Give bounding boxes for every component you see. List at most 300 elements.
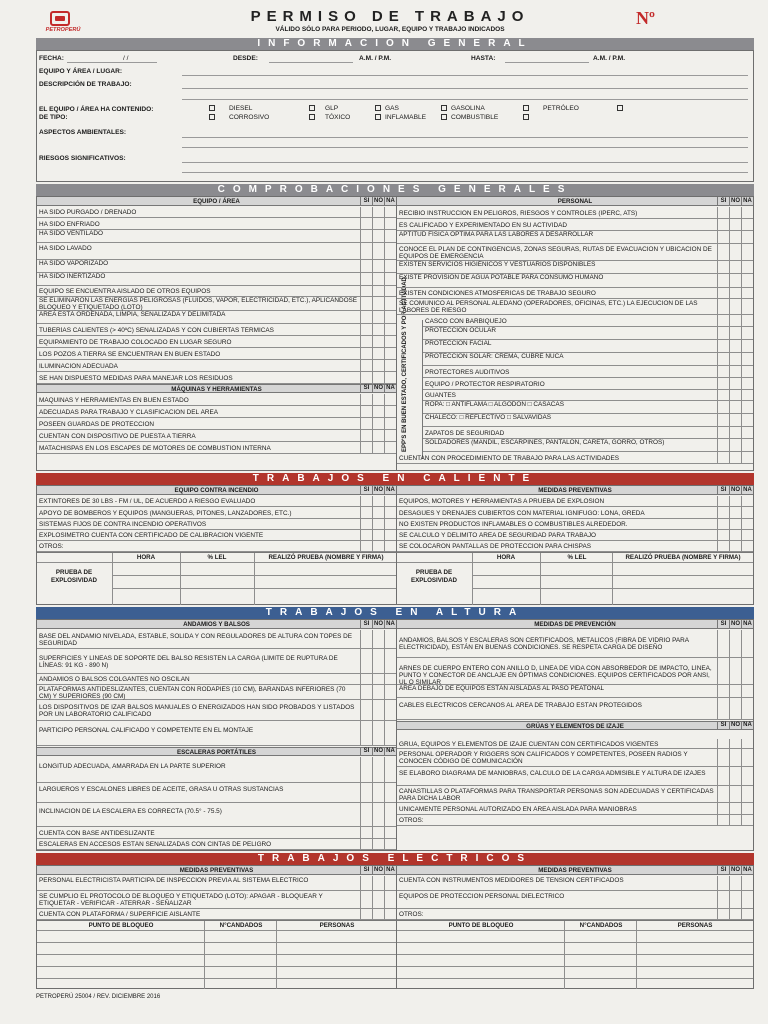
option-glp[interactable]: GLP: [309, 105, 338, 112]
checklist-item-label: PROTECCIÓN FACIAL: [425, 340, 492, 347]
checklist-item-label: HA SIDO LAVADO: [39, 244, 92, 252]
checkbox-no[interactable]: [729, 439, 741, 451]
checkbox-na[interactable]: [384, 757, 396, 782]
equipo-field[interactable]: [182, 75, 748, 76]
checkbox-icon[interactable]: [523, 114, 529, 120]
checkbox-no[interactable]: [729, 815, 741, 825]
option-gas[interactable]: GAS: [375, 105, 399, 112]
checkbox-si[interactable]: [360, 218, 372, 229]
checkbox-no[interactable]: [729, 630, 741, 657]
checkbox-no[interactable]: [372, 273, 384, 285]
checkbox-na[interactable]: [384, 372, 396, 383]
checkbox-no[interactable]: [729, 414, 741, 426]
checkbox-na[interactable]: [741, 288, 753, 298]
checkbox-na[interactable]: [741, 274, 753, 287]
descripcion-field[interactable]: [182, 88, 748, 89]
checklist-row: [37, 630, 396, 649]
na-header: NA: [384, 747, 396, 756]
checkbox-na[interactable]: [384, 336, 396, 347]
checkbox-na[interactable]: [741, 231, 753, 243]
checkbox-na[interactable]: [741, 366, 753, 377]
aspectos-field[interactable]: [182, 137, 748, 138]
checklist-row: [37, 721, 396, 746]
hasta-field[interactable]: [505, 62, 589, 63]
checkbox-si[interactable]: [360, 273, 372, 285]
checkbox-na[interactable]: [384, 348, 396, 359]
na-header: NA: [384, 197, 396, 206]
na-header: NA: [384, 486, 396, 495]
checklist-item-label: EQUIPO SE ENCUENTRA AISLADO DE OTROS EQUIPOS: [39, 288, 211, 295]
checkbox-si[interactable]: [360, 360, 372, 371]
checkbox-si[interactable]: [717, 219, 729, 230]
checkbox-na[interactable]: [384, 430, 396, 441]
checkbox-si[interactable]: [360, 827, 372, 838]
checkbox-no[interactable]: [372, 311, 384, 323]
maquinas-header: MÁQUINAS Y HERRAMIENTAS: [37, 384, 396, 393]
checkbox-na[interactable]: [384, 649, 396, 673]
checkbox-no[interactable]: [729, 219, 741, 230]
checkbox-si[interactable]: [360, 430, 372, 441]
checkbox-si[interactable]: [717, 244, 729, 260]
checkbox-na[interactable]: [384, 519, 396, 529]
checkbox-no[interactable]: [372, 827, 384, 838]
checkbox-si[interactable]: [717, 803, 729, 814]
checkbox-no[interactable]: [729, 739, 741, 748]
checkbox-si[interactable]: [360, 507, 372, 518]
checkbox-si[interactable]: [360, 230, 372, 242]
checkbox-si[interactable]: [360, 324, 372, 335]
checklist-item-label: SE COLOCARON PANTALLAS DE PROTECCIÓN PARA CHISPAS: [399, 543, 591, 550]
checkbox-no[interactable]: [372, 207, 384, 217]
checkbox-na[interactable]: [741, 452, 753, 463]
checkbox-no[interactable]: [372, 891, 384, 908]
checkbox-na[interactable]: [741, 414, 753, 426]
na-header: NA: [741, 486, 753, 495]
checkbox-na[interactable]: [741, 658, 753, 684]
checkbox-na[interactable]: [741, 327, 753, 339]
si-header: SI: [360, 486, 372, 495]
checkbox-si[interactable]: [717, 815, 729, 825]
checkbox-no[interactable]: [729, 496, 741, 506]
checkbox-icon[interactable]: [617, 105, 623, 111]
checkbox-si[interactable]: [717, 378, 729, 389]
checkbox-na[interactable]: [741, 261, 753, 273]
checkbox-no[interactable]: [729, 427, 741, 438]
checkbox-na[interactable]: [384, 207, 396, 217]
checklist-item-label: RECIBIÓ INSTRUCCIÓN EN PELIGROS, RIESGOS Y CONTROLES (IPERC, ATS): [399, 209, 638, 217]
checkbox-no[interactable]: [372, 839, 384, 849]
checklist-row: [397, 507, 753, 519]
checkbox-na[interactable]: [741, 439, 753, 451]
descripcion-field-2[interactable]: [182, 99, 748, 100]
checkbox-na[interactable]: [741, 767, 753, 785]
checkbox-si[interactable]: [717, 530, 729, 540]
checkbox-si[interactable]: [360, 876, 372, 890]
checkbox-na[interactable]: [741, 698, 753, 719]
checkbox-na[interactable]: [741, 427, 753, 438]
checkbox-no[interactable]: [372, 507, 384, 518]
checkbox-no[interactable]: [372, 406, 384, 417]
checkbox-si[interactable]: [717, 541, 729, 551]
checkbox-si[interactable]: [717, 507, 729, 518]
checkbox-no[interactable]: [729, 261, 741, 273]
checkbox-no[interactable]: [372, 442, 384, 453]
checkbox-na[interactable]: [741, 353, 753, 365]
checkbox-no[interactable]: [729, 767, 741, 785]
checkbox-no[interactable]: [729, 231, 741, 243]
checkbox-no[interactable]: [729, 340, 741, 352]
checkbox-na[interactable]: [384, 286, 396, 296]
checkbox-si[interactable]: [360, 909, 372, 919]
checkbox-si[interactable]: [360, 891, 372, 908]
checkbox-si[interactable]: [360, 519, 372, 529]
checkbox-si[interactable]: [717, 353, 729, 365]
checkbox-no[interactable]: [372, 803, 384, 826]
checkbox-icon[interactable]: [523, 105, 529, 111]
checkbox-si[interactable]: [717, 519, 729, 529]
checkbox-na[interactable]: [384, 418, 396, 429]
checkbox-no[interactable]: [372, 297, 384, 310]
fecha-field[interactable]: [67, 62, 157, 63]
checkbox-na[interactable]: [741, 219, 753, 230]
checkbox-icon[interactable]: [309, 114, 315, 120]
checkbox-si[interactable]: [717, 891, 729, 908]
checklist-item-label: PROTECCIÓN SOLAR: CREMA, CUBRE NUCA: [425, 353, 564, 360]
option-corrosivo[interactable]: CORROSIVO: [209, 114, 269, 121]
checkbox-no[interactable]: [729, 390, 741, 400]
checkbox-si[interactable]: [360, 207, 372, 217]
checkbox-na[interactable]: [741, 496, 753, 506]
checkbox-na[interactable]: [384, 803, 396, 826]
checkbox-no[interactable]: [372, 519, 384, 529]
checkbox-na[interactable]: [384, 230, 396, 242]
checkbox-si[interactable]: [360, 530, 372, 540]
checkbox-na[interactable]: [741, 519, 753, 529]
checkbox-na[interactable]: [384, 700, 396, 720]
checkbox-si[interactable]: [717, 299, 729, 314]
checkbox-no[interactable]: [372, 700, 384, 720]
checkbox-na[interactable]: [384, 218, 396, 229]
checkbox-no[interactable]: [372, 430, 384, 441]
checklist-row: [37, 348, 396, 360]
checkbox-si[interactable]: [360, 803, 372, 826]
checkbox-si[interactable]: [360, 700, 372, 720]
checkbox-si[interactable]: [360, 311, 372, 323]
altura-right-column: [397, 620, 753, 850]
checkbox-si[interactable]: [717, 414, 729, 426]
checkbox-na[interactable]: [384, 541, 396, 551]
checkbox-si[interactable]: [717, 630, 729, 657]
checkbox-no[interactable]: [372, 757, 384, 782]
checklist-row: [423, 327, 753, 340]
checkbox-no[interactable]: [372, 876, 384, 890]
checkbox-no[interactable]: [372, 496, 384, 506]
checkbox-icon[interactable]: [309, 105, 315, 111]
checkbox-no[interactable]: [729, 353, 741, 365]
checkbox-icon[interactable]: [441, 114, 447, 120]
checkbox-no[interactable]: [729, 244, 741, 260]
checkbox-na[interactable]: [384, 442, 396, 453]
checklist-item-label: ÁREA DEBAJO DE EQUIPOS ESTÁN AISLADAS AL PASO PEATONAL: [399, 685, 605, 692]
checkbox-icon[interactable]: [375, 105, 381, 111]
checkbox-si[interactable]: [360, 649, 372, 673]
checkbox-si[interactable]: [360, 348, 372, 359]
equipo-label: EQUIPO Y ÁREA / LUGAR:: [39, 68, 123, 75]
checkbox-na[interactable]: [741, 803, 753, 814]
checkbox-no[interactable]: [372, 783, 384, 802]
checkbox-na[interactable]: [741, 244, 753, 260]
checkbox-na[interactable]: [741, 315, 753, 326]
checkbox-si[interactable]: [717, 739, 729, 748]
option-gasolina[interactable]: GASOLINA: [441, 105, 485, 112]
checkbox-no[interactable]: [729, 541, 741, 551]
checkbox-no[interactable]: [372, 348, 384, 359]
checkbox-na[interactable]: [741, 401, 753, 413]
checkbox-na[interactable]: [384, 685, 396, 699]
checkbox-si[interactable]: [360, 336, 372, 347]
na-header: NA: [384, 620, 396, 629]
checkbox-no[interactable]: [372, 372, 384, 383]
checkbox-icon[interactable]: [375, 114, 381, 120]
checkbox-no[interactable]: [372, 360, 384, 371]
option-other-2[interactable]: [523, 114, 533, 121]
checkbox-no[interactable]: [372, 286, 384, 296]
checkbox-si[interactable]: [717, 439, 729, 451]
checklist-row: [423, 439, 753, 452]
checkbox-na[interactable]: [741, 876, 753, 890]
checkbox-na[interactable]: [384, 783, 396, 802]
checkbox-na[interactable]: [384, 406, 396, 417]
checkbox-no[interactable]: [729, 909, 741, 919]
si-header: SI: [717, 721, 729, 730]
checkbox-si[interactable]: [360, 394, 372, 405]
checkbox-no[interactable]: [372, 260, 384, 272]
checkbox-na[interactable]: [384, 507, 396, 518]
checkbox-si[interactable]: [360, 406, 372, 417]
checkbox-na[interactable]: [384, 311, 396, 323]
checkbox-na[interactable]: [384, 297, 396, 310]
checkbox-no[interactable]: [729, 315, 741, 326]
checkbox-no[interactable]: [372, 909, 384, 919]
checkbox-si[interactable]: [717, 786, 729, 802]
si-header: SI: [360, 384, 372, 393]
checkbox-si[interactable]: [717, 685, 729, 697]
desde-field[interactable]: [269, 62, 353, 63]
checkbox-na[interactable]: [384, 876, 396, 890]
checkbox-no[interactable]: [729, 274, 741, 287]
checkbox-na[interactable]: [741, 207, 753, 218]
checkbox-no[interactable]: [729, 299, 741, 314]
checkbox-si[interactable]: [360, 418, 372, 429]
checkbox-si[interactable]: [360, 286, 372, 296]
checkbox-si[interactable]: [360, 685, 372, 699]
checkbox-si[interactable]: [717, 390, 729, 400]
checkbox-si[interactable]: [360, 839, 372, 849]
checkbox-no[interactable]: [372, 630, 384, 648]
checkbox-si[interactable]: [717, 427, 729, 438]
checkbox-no[interactable]: [372, 530, 384, 540]
checkbox-na[interactable]: [384, 721, 396, 745]
checkbox-no[interactable]: [372, 218, 384, 229]
checkbox-si[interactable]: [717, 749, 729, 766]
checkbox-no[interactable]: [729, 749, 741, 766]
checkbox-si[interactable]: [360, 757, 372, 782]
checkbox-na[interactable]: [741, 507, 753, 518]
checkbox-no[interactable]: [729, 876, 741, 890]
checkbox-na[interactable]: [384, 496, 396, 506]
no-header: NO: [731, 621, 740, 627]
checkbox-si[interactable]: [360, 674, 372, 684]
checkbox-na[interactable]: [741, 630, 753, 657]
checkbox-si[interactable]: [717, 658, 729, 684]
checkbox-na[interactable]: [741, 541, 753, 551]
personal-header: PERSONAL: [397, 197, 753, 206]
checkbox-si[interactable]: [717, 274, 729, 287]
checkbox-na[interactable]: [384, 891, 396, 908]
riesgos-field-2[interactable]: [182, 172, 748, 173]
checkbox-si[interactable]: [717, 261, 729, 273]
checkbox-na[interactable]: [384, 273, 396, 285]
checklist-row: [37, 757, 396, 783]
checkbox-no[interactable]: [729, 519, 741, 529]
checkbox-na[interactable]: [741, 390, 753, 400]
checkbox-no[interactable]: [372, 336, 384, 347]
checkbox-icon[interactable]: [441, 105, 447, 111]
checkbox-na[interactable]: [384, 827, 396, 838]
checkbox-no[interactable]: [729, 803, 741, 814]
checkbox-no[interactable]: [729, 530, 741, 540]
checkbox-na[interactable]: [741, 685, 753, 697]
checkbox-si[interactable]: [717, 909, 729, 919]
contra-incendio-header: EQUIPO CONTRA INCENDIO: [37, 486, 396, 495]
checkbox-si[interactable]: [717, 366, 729, 377]
checkbox-si[interactable]: [717, 767, 729, 785]
checkbox-na[interactable]: [741, 891, 753, 908]
checkbox-icon[interactable]: [209, 114, 215, 120]
checkbox-si[interactable]: [717, 452, 729, 463]
option-combustible[interactable]: COMBUSTIBLE: [441, 114, 498, 121]
checkbox-no[interactable]: [729, 327, 741, 339]
checkbox-si[interactable]: [360, 372, 372, 383]
checkbox-no[interactable]: [729, 378, 741, 389]
checkbox-si[interactable]: [360, 442, 372, 453]
checkbox-na[interactable]: [741, 299, 753, 314]
checkbox-si[interactable]: [717, 340, 729, 352]
checkbox-na[interactable]: [741, 909, 753, 919]
checklist-row: [397, 288, 753, 299]
checkbox-no[interactable]: [372, 324, 384, 335]
checklist-item-label: GRÚA, EQUIPOS Y ELEMENTOS DE IZAJE CUENTAN CON CERTIFICADOS VIGENTES: [399, 740, 659, 748]
checkbox-na[interactable]: [741, 786, 753, 802]
checkbox-no[interactable]: [372, 685, 384, 699]
checkbox-na[interactable]: [384, 243, 396, 259]
checkbox-si[interactable]: [360, 260, 372, 272]
checkbox-na[interactable]: [741, 340, 753, 352]
checkbox-si[interactable]: [360, 541, 372, 551]
checkbox-na[interactable]: [384, 909, 396, 919]
checkbox-no[interactable]: [372, 243, 384, 259]
checkbox-no[interactable]: [372, 674, 384, 684]
checkbox-na[interactable]: [741, 739, 753, 748]
checkbox-no[interactable]: [372, 721, 384, 745]
checkbox-na[interactable]: [741, 749, 753, 766]
checkbox-no[interactable]: [729, 891, 741, 908]
checkbox-na[interactable]: [384, 324, 396, 335]
checkbox-si[interactable]: [360, 297, 372, 310]
checkbox-si[interactable]: [360, 496, 372, 506]
checkbox-no[interactable]: [729, 366, 741, 377]
option-inflamable[interactable]: INFLAMABLE: [375, 114, 426, 121]
checkbox-no[interactable]: [729, 698, 741, 719]
checklist-row: [37, 909, 396, 920]
checkbox-na[interactable]: [384, 530, 396, 540]
checkbox-no[interactable]: [372, 394, 384, 405]
checkbox-no[interactable]: [729, 786, 741, 802]
checkbox-na[interactable]: [384, 360, 396, 371]
checklist-item-label: LONGITUD ADECUADA, AMARRADA EN LA PARTE SUPERIOR: [39, 763, 226, 770]
option-diesel[interactable]: DIESEL: [209, 105, 252, 112]
checkbox-si[interactable]: [717, 698, 729, 719]
checkbox-no[interactable]: [372, 418, 384, 429]
checkbox-no[interactable]: [729, 401, 741, 413]
checklist-row: [397, 803, 753, 815]
checklist-row: [397, 261, 753, 274]
checklist-row: [397, 739, 753, 749]
candados-header-right: N°CANDADOS: [579, 922, 623, 929]
checkbox-si[interactable]: [717, 401, 729, 413]
checkbox-na[interactable]: [384, 394, 396, 405]
option-toxico[interactable]: TÓXICO: [309, 114, 350, 121]
checkbox-na[interactable]: [741, 530, 753, 540]
aspectos-field-2[interactable]: [182, 147, 748, 148]
checkbox-si[interactable]: [717, 288, 729, 298]
na-header: NA: [741, 866, 753, 875]
checkbox-no[interactable]: [729, 658, 741, 684]
checklist-row: [397, 530, 753, 541]
checkbox-na[interactable]: [741, 378, 753, 389]
riesgos-field[interactable]: [182, 162, 748, 163]
checkbox-no[interactable]: [372, 649, 384, 673]
form-footer: PETROPERÚ 25004 / REV. DICIEMBRE 2016: [36, 994, 161, 1000]
checkbox-na[interactable]: [741, 815, 753, 825]
checkbox-no[interactable]: [729, 288, 741, 298]
checkbox-si[interactable]: [360, 630, 372, 648]
checkbox-na[interactable]: [384, 260, 396, 272]
checkbox-na[interactable]: [384, 674, 396, 684]
checkbox-si[interactable]: [717, 327, 729, 339]
checklist-row: [37, 207, 396, 218]
checkbox-si[interactable]: [360, 783, 372, 802]
checkbox-icon[interactable]: [209, 105, 215, 111]
checkbox-si[interactable]: [717, 231, 729, 243]
checkbox-na[interactable]: [384, 839, 396, 849]
checkbox-na[interactable]: [384, 630, 396, 648]
checkbox-no[interactable]: [372, 541, 384, 551]
checkbox-si[interactable]: [717, 315, 729, 326]
checkbox-si[interactable]: [717, 496, 729, 506]
checkbox-si[interactable]: [717, 207, 729, 218]
option-other-1[interactable]: [617, 105, 627, 112]
option-petroleo[interactable]: PETRÓLEO: [523, 105, 579, 112]
checkbox-si[interactable]: [717, 876, 729, 890]
checkbox-no[interactable]: [729, 452, 741, 463]
checkbox-si[interactable]: [360, 721, 372, 745]
checkbox-no[interactable]: [729, 207, 741, 218]
checkbox-no[interactable]: [729, 507, 741, 518]
checkbox-si[interactable]: [360, 243, 372, 259]
checkbox-no[interactable]: [729, 685, 741, 697]
checkbox-no[interactable]: [372, 230, 384, 242]
